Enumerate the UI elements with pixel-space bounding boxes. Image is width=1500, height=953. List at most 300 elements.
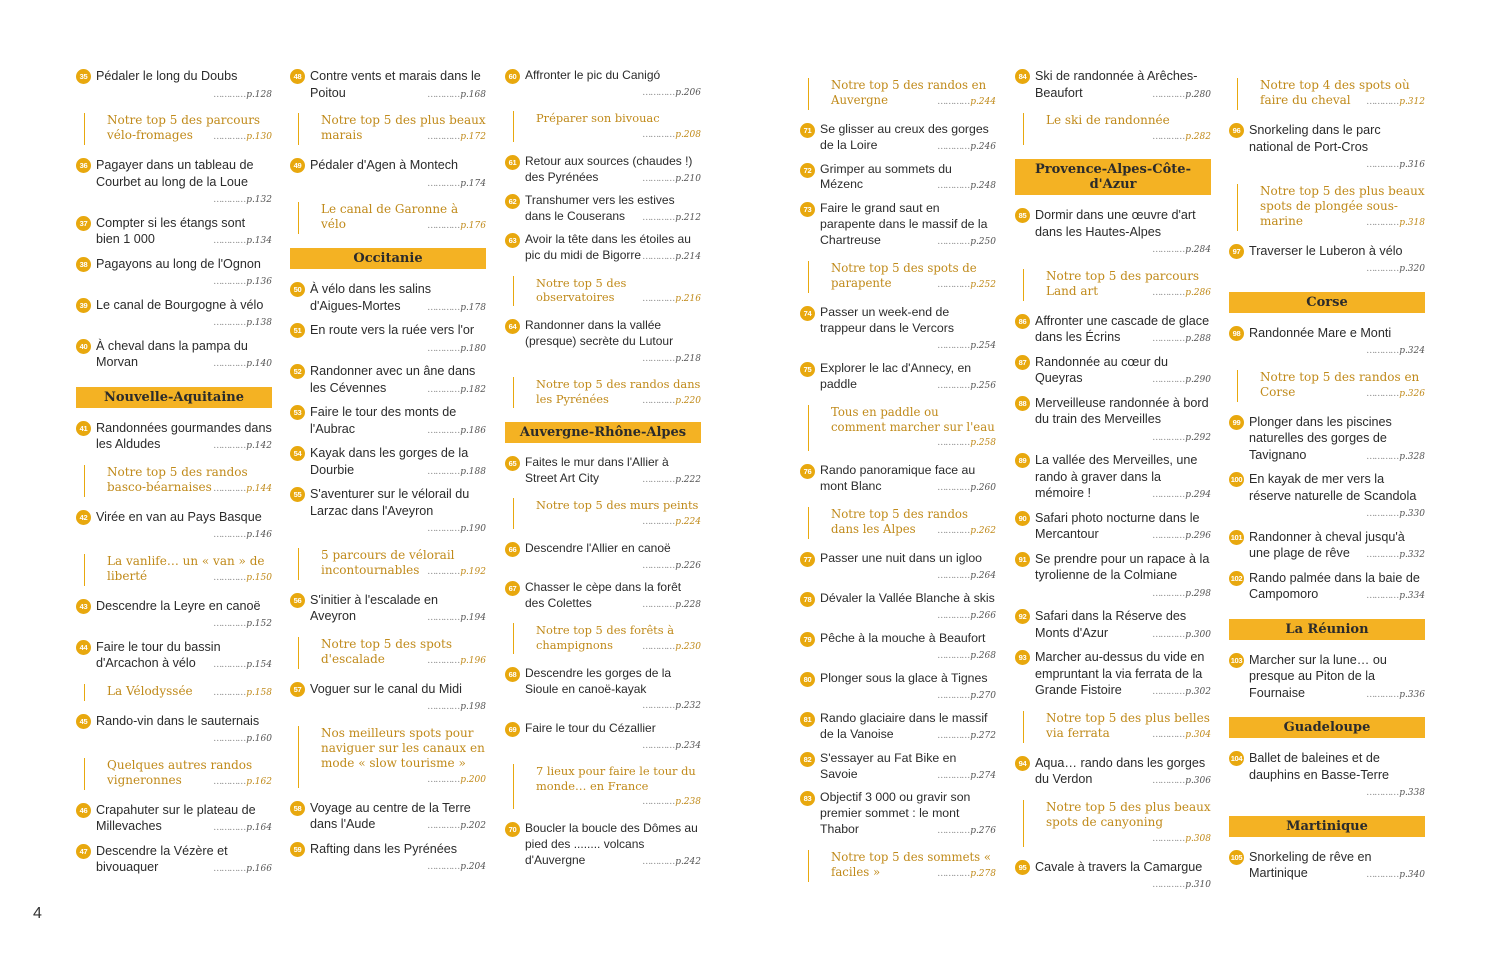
toc-entry[interactable]	[1015, 510, 1211, 545]
feature-entry[interactable]	[84, 113, 272, 145]
page-ref: ………… p.202	[427, 818, 486, 835]
entry-title: Merveilleuse randonnée à bord du train des Merveilles	[1035, 395, 1209, 426]
toc-entry[interactable]	[505, 580, 701, 613]
entry-title: S'aventurer sur le vélorail du Larzac dans l'Aveyron	[310, 487, 470, 518]
entry-number-badge: 88	[1015, 396, 1030, 411]
entry-number-badge: 73	[800, 202, 815, 217]
page-ref: ………… p.312	[1366, 95, 1425, 110]
toc-entry[interactable]	[76, 297, 272, 332]
feature-entry[interactable]	[513, 276, 701, 307]
feature-entry[interactable]	[513, 498, 701, 529]
entry-number-badge: 44	[76, 640, 91, 655]
feature-entry[interactable]	[298, 548, 486, 580]
page-number: 4	[33, 905, 42, 922]
page-ref: ………… p.290	[1152, 372, 1211, 389]
entry-number-badge: 102	[1229, 571, 1244, 586]
page-ref: ………… p.130	[213, 130, 272, 145]
page-ref: ………… p.180	[427, 341, 486, 358]
toc-entry[interactable]	[800, 631, 996, 665]
feature-entry[interactable]	[84, 684, 272, 701]
entry-title: Cavale à travers la Camargue	[1035, 859, 1203, 874]
entry-title: Passer un week-end de trappeur dans le Vercors	[820, 304, 954, 335]
toc-entry[interactable]	[76, 256, 272, 291]
entry-title: Aqua… rando dans les gorges du Verdon	[1035, 755, 1206, 786]
page-ref: ………… p.140	[213, 356, 272, 373]
toc-entry[interactable]	[800, 751, 996, 785]
page-ref: ………… p.188	[427, 464, 486, 481]
page-ref: ………… p.264	[937, 569, 996, 585]
page-ref: ………… p.162	[213, 775, 272, 790]
page-ref: ………… p.262	[937, 524, 996, 539]
entry-number-badge: 62	[505, 194, 520, 209]
entry-title: S'essayer au Fat Bike en Savoie	[820, 750, 957, 781]
toc-entry[interactable]	[505, 318, 701, 367]
entry-number-badge: 58	[290, 801, 305, 816]
feature-title: Quelques autres randos vigneronnes	[107, 757, 253, 787]
feature-entry[interactable]	[1237, 78, 1425, 110]
entry-number-badge: 96	[1229, 123, 1244, 138]
feature-entry[interactable]	[808, 850, 996, 882]
page-ref: ………… p.172	[427, 130, 486, 145]
toc-entry[interactable]	[76, 157, 272, 209]
toc-entry[interactable]	[800, 711, 996, 745]
toc-column-4	[800, 68, 996, 894]
page-ref: ………… p.238	[642, 795, 701, 809]
entry-number-badge: 78	[800, 592, 815, 607]
toc-entry[interactable]	[1229, 529, 1425, 564]
feature-entry[interactable]	[1023, 800, 1211, 847]
page-ref: ………… p.194	[427, 610, 486, 627]
toc-entry[interactable]	[800, 122, 996, 156]
entry-number-badge: 72	[800, 163, 815, 178]
toc-entry[interactable]	[505, 193, 701, 226]
page-ref: ………… p.234	[642, 739, 701, 755]
toc-entry[interactable]	[1015, 354, 1211, 389]
entry-title: Descendre les gorges de la Sioule en canoë-kayak	[525, 666, 672, 696]
feature-title: Le canal de Garonne à vélo	[321, 202, 459, 231]
page-ref: ………… p.330	[1366, 506, 1425, 523]
feature-entry[interactable]	[84, 758, 272, 790]
toc-entry[interactable]	[800, 671, 996, 705]
toc-entry[interactable]	[76, 598, 272, 633]
toc-entry[interactable]	[76, 802, 272, 837]
page-ref: ………… p.286	[1152, 286, 1211, 301]
toc-entry[interactable]	[1015, 649, 1211, 701]
page-ref: ………… p.226	[642, 559, 701, 575]
feature-title: Notre top 5 des plus beaux spots de canyoning	[1046, 799, 1211, 829]
entry-number-badge: 104	[1229, 751, 1244, 766]
entry-title: À cheval dans la pampa du Morvan	[96, 338, 248, 369]
entry-number-badge: 79	[800, 632, 815, 647]
toc-entry[interactable]	[290, 404, 486, 439]
feature-entry[interactable]	[808, 405, 996, 451]
page-ref: ………… p.326	[1366, 387, 1425, 402]
toc-entry[interactable]	[1015, 68, 1211, 103]
entry-title: Se prendre pour un rapace à la tyrolienne de la Colmiane	[1035, 551, 1210, 582]
toc-entry[interactable]	[1015, 755, 1211, 790]
entry-title: En kayak de mer vers la réserve naturelle de Scandola	[1249, 472, 1417, 503]
entry-number-badge: 38	[76, 257, 91, 272]
entry-title: Kayak dans les gorges de la Dourbie	[310, 446, 469, 477]
feature-title: Notre top 5 des observatoires	[536, 275, 627, 304]
page-ref: ………… p.324	[1366, 343, 1425, 360]
feature-title: 7 lieux pour faire le tour du monde… en France	[536, 764, 696, 793]
entry-number-badge: 54	[290, 446, 305, 461]
feature-entry[interactable]	[1237, 370, 1425, 402]
feature-entry[interactable]	[298, 726, 486, 788]
page-ref: ………… p.340	[1366, 867, 1425, 884]
toc-entry[interactable]	[800, 201, 996, 251]
toc-column-1	[76, 68, 272, 884]
entry-number-badge: 105	[1229, 850, 1244, 865]
page-ref: ………… p.292	[1152, 430, 1211, 447]
feature-entry[interactable]	[513, 111, 701, 142]
page-ref: ………… p.320	[1366, 261, 1425, 278]
page-ref: ………… p.308	[1152, 832, 1211, 847]
entry-number-badge: 99	[1229, 415, 1244, 430]
toc-entry[interactable]	[505, 666, 701, 715]
toc-entry[interactable]	[76, 68, 272, 103]
feature-entry[interactable]	[298, 637, 486, 669]
page-ref: ………… p.222	[642, 473, 701, 489]
page-ref: ………… p.306	[1152, 773, 1211, 790]
toc-entry[interactable]	[1015, 395, 1211, 447]
page-ref: ………… p.282	[1152, 130, 1211, 145]
entry-title: Pêche à la mouche à Beaufort	[820, 630, 986, 645]
toc-entry[interactable]	[76, 639, 272, 674]
feature-title: Notre top 5 des randos dans les Pyrénées	[536, 377, 701, 406]
feature-entry[interactable]	[1023, 269, 1211, 301]
page-ref: ………… p.214	[642, 250, 701, 266]
entry-number-badge: 40	[76, 339, 91, 354]
toc-entry[interactable]	[800, 162, 996, 196]
entry-number-badge: 84	[1015, 69, 1030, 84]
page-ref: ………… p.336	[1366, 687, 1425, 704]
feature-title: Notre top 5 des plus belles via ferrata	[1046, 710, 1210, 740]
toc-entry[interactable]	[76, 843, 272, 878]
page-ref: ………… p.134	[213, 233, 272, 250]
entry-title: Pagayer dans un tableau de Courbet au long de la Loue	[96, 158, 254, 189]
page-ref: ………… p.268	[937, 649, 996, 665]
entry-title: La vallée des Merveilles, une rando à graver dans la mémoire !	[1035, 453, 1198, 500]
entry-title: Snorkeling dans le parc national de Port-Cros	[1249, 123, 1381, 154]
region-heading: Provence-Alpes-Côte-d'Azur	[1015, 159, 1211, 195]
toc-entry[interactable]	[290, 486, 486, 538]
entry-title: Rando panoramique face au mont Blanc	[820, 463, 976, 494]
page-ref: ………… p.210	[642, 172, 701, 188]
entry-number-badge: 63	[505, 233, 520, 248]
feature-entry[interactable]	[298, 113, 486, 145]
entry-title: Virée en van au Pays Basque	[96, 509, 262, 524]
feature-title: Notre top 5 des spots d'escalade	[321, 636, 452, 666]
page-ref: ………… p.252	[937, 278, 996, 293]
feature-title: Tous en paddle ou comment marcher sur l'eau	[831, 404, 995, 434]
toc-entry[interactable]	[290, 592, 486, 627]
toc-entry[interactable]	[1229, 243, 1425, 278]
entry-title: Plonger dans les piscines naturelles des gorges de Tavignano	[1249, 414, 1392, 462]
toc-entry[interactable]	[800, 463, 996, 497]
entry-number-badge: 36	[76, 158, 91, 173]
feature-entry[interactable]	[808, 261, 996, 293]
feature-title: Notre top 5 des plus beaux marais	[321, 113, 486, 142]
entry-number-badge: 56	[290, 593, 305, 608]
page-ref: ………… p.216	[642, 292, 701, 306]
feature-entry[interactable]	[298, 202, 486, 234]
region-heading: Martinique	[1229, 816, 1425, 837]
page-ref: ………… p.154	[213, 657, 272, 674]
page-ref: ………… p.186	[427, 423, 486, 440]
toc-entry[interactable]	[800, 361, 996, 395]
entry-title: Randonner avec un âne dans les Cévennes	[310, 364, 476, 395]
toc-entry[interactable]	[1229, 849, 1425, 884]
page-ref: ………… p.228	[642, 598, 701, 614]
entry-title: Pagayons au long de l'Ognon	[96, 256, 261, 271]
region-heading: Auvergne-Rhône-Alpes	[505, 422, 701, 443]
toc-entry[interactable]	[1229, 471, 1425, 523]
toc-entry[interactable]	[76, 713, 272, 748]
entry-title: Faire le grand saut en parapente dans le massif de la Chartreuse	[820, 201, 988, 248]
entry-title: Randonner dans la vallée (presque) secrète du Lutour	[525, 318, 674, 348]
entry-title: Voguer sur le canal du Midi	[310, 681, 462, 696]
feature-title: Notre top 5 des forêts à champignons	[536, 623, 675, 652]
page-ref: ………… p.204	[427, 859, 486, 876]
page-ref: ………… p.318	[1366, 216, 1425, 231]
toc-entry[interactable]	[505, 721, 701, 754]
toc-entry[interactable]	[290, 445, 486, 480]
toc-entry[interactable]	[1229, 325, 1425, 360]
feature-title: Notre top 5 des spots de parapente	[831, 261, 977, 291]
page-ref: ………… p.250	[937, 235, 996, 251]
entry-number-badge: 46	[76, 803, 91, 818]
toc-entry[interactable]	[505, 821, 701, 870]
toc-entry[interactable]	[800, 551, 996, 585]
entry-title: Descendre la Leyre en canoë	[96, 598, 261, 613]
region-heading: Occitanie	[290, 248, 486, 269]
toc-entry[interactable]	[1229, 750, 1425, 802]
feature-title: Nos meilleurs spots pour naviguer sur les canaux en mode « slow tourisme »	[321, 725, 485, 770]
page-ref: ………… p.150	[213, 571, 272, 586]
entry-title: Crapahuter sur le plateau de Millevaches	[96, 802, 256, 833]
page-ref: ………… p.334	[1366, 588, 1425, 605]
entry-title: Transhumer vers les estives dans le Couserans	[525, 193, 675, 223]
entry-number-badge: 65	[505, 456, 520, 471]
page-ref: ………… p.284	[1152, 242, 1211, 259]
feature-entry[interactable]	[1237, 184, 1425, 231]
entry-number-badge: 70	[505, 822, 520, 837]
feature-title: Notre top 5 des parcours vélo-fromages	[107, 113, 261, 142]
page-ref: ………… p.218	[642, 352, 701, 368]
entry-title: Pédaler d'Agen à Montech	[310, 158, 459, 172]
toc-entry[interactable]	[1015, 608, 1211, 643]
page-ref: ………… p.224	[642, 515, 701, 529]
toc-entry[interactable]	[76, 338, 272, 373]
entry-number-badge: 94	[1015, 756, 1030, 771]
entry-title: Faire le tour des monts de l'Aubrac	[310, 405, 457, 436]
page-ref: ………… p.152	[213, 616, 272, 633]
page-ref: ………… p.274	[937, 769, 996, 785]
feature-entry[interactable]	[84, 465, 272, 497]
toc-entry[interactable]	[1015, 313, 1211, 348]
page-ref: ………… p.192	[427, 565, 486, 580]
entry-title: Randonnées gourmandes dans les Aldudes	[96, 420, 272, 451]
toc-entry[interactable]	[505, 68, 701, 101]
page-ref: ………… p.260	[937, 481, 996, 497]
entry-number-badge: 66	[505, 542, 520, 557]
feature-entry[interactable]	[808, 78, 996, 110]
toc-entry[interactable]	[800, 591, 996, 625]
toc-entry[interactable]	[290, 68, 486, 103]
page-ref: ………… p.164	[213, 820, 272, 837]
toc-entry[interactable]	[505, 154, 701, 187]
page-ref: ………… p.278	[937, 867, 996, 882]
toc-entry[interactable]	[290, 800, 486, 835]
entry-title: Le canal de Bourgogne à vélo	[96, 297, 264, 312]
page-ref: ………… p.302	[1152, 684, 1211, 701]
toc-entry[interactable]	[290, 841, 486, 876]
entry-title: Marcher au-dessus du vide en empruntant la via ferrata de la Grande Fistoire	[1035, 650, 1205, 697]
entry-number-badge: 86	[1015, 314, 1030, 329]
entry-number-badge: 57	[290, 682, 305, 697]
toc-entry[interactable]	[1229, 570, 1425, 605]
entry-title: Dévaler la Vallée Blanche à skis	[820, 590, 995, 605]
entry-number-badge: 101	[1229, 530, 1244, 545]
feature-entry[interactable]	[808, 507, 996, 539]
entry-title: Explorer le lac d'Annecy, en paddle	[820, 360, 972, 391]
toc-column-5	[1015, 68, 1211, 900]
entry-title: Safari dans la Réserve des Monts d'Azur	[1035, 609, 1187, 640]
toc-column-6	[1229, 68, 1425, 890]
entry-title: Objectif 3 000 ou gravir son premier sommet : le mont Thabor	[820, 790, 971, 837]
entry-title: Contre vents et marais dans le Poitou	[310, 69, 481, 100]
page-ref: ………… p.300	[1152, 627, 1211, 644]
entry-title: En route vers la ruée vers l'or	[310, 323, 475, 337]
entry-number-badge: 71	[800, 123, 815, 138]
toc-entry[interactable]	[505, 541, 701, 574]
toc-entry[interactable]	[1229, 652, 1425, 704]
page-ref: ………… p.144	[213, 482, 272, 497]
entry-title: Pédaler le long du Doubs	[96, 69, 238, 83]
entry-number-badge: 47	[76, 844, 91, 859]
entry-title: Descendre l'Allier en canoë	[525, 540, 671, 555]
toc-entry[interactable]	[290, 157, 486, 192]
page-ref: ………… p.190	[427, 521, 486, 538]
toc-entry[interactable]	[1015, 452, 1211, 504]
page-ref: ………… p.230	[642, 640, 701, 654]
entry-number-badge: 42	[76, 510, 91, 525]
entry-title: Boucler la boucle des Dômes au pied des ........ volcans d'Auvergne	[525, 821, 698, 867]
entry-number-badge: 52	[290, 364, 305, 379]
toc-entry[interactable]	[76, 215, 272, 250]
toc-entry[interactable]	[505, 455, 701, 488]
toc-entry[interactable]	[290, 681, 486, 716]
entry-number-badge: 95	[1015, 860, 1030, 875]
entry-title: Chasser le cèpe dans la forêt des Colettes	[525, 580, 682, 610]
entry-title: Passer une nuit dans un igloo	[820, 550, 983, 565]
toc-entry[interactable]	[800, 305, 996, 355]
feature-entry[interactable]	[513, 623, 701, 654]
page-ref: ………… p.146	[213, 527, 272, 544]
entry-number-badge: 48	[290, 69, 305, 84]
page-ref: ………… p.178	[427, 300, 486, 317]
toc-entry[interactable]	[76, 509, 272, 544]
page-ref: ………… p.242	[642, 855, 701, 871]
page-ref: ………… p.158	[213, 686, 272, 701]
toc-entry[interactable]	[290, 322, 486, 357]
page-ref: ………… p.160	[213, 731, 272, 748]
region-heading: Guadeloupe	[1229, 717, 1425, 738]
feature-entry[interactable]	[84, 554, 272, 586]
entry-number-badge: 93	[1015, 650, 1030, 665]
page-ref: ………… p.212	[642, 211, 701, 227]
entry-number-badge: 76	[800, 464, 815, 479]
page-ref: ………… p.132	[213, 192, 272, 209]
entry-title: Rafting dans les Pyrénées	[310, 841, 458, 856]
entry-title: Rando palmée dans la baie de Campomoro	[1249, 570, 1420, 601]
entry-title: Ski de randonnée à Arêches-Beaufort	[1035, 69, 1198, 100]
entry-number-badge: 37	[76, 216, 91, 231]
toc-entry[interactable]	[290, 281, 486, 316]
entry-number-badge: 69	[505, 722, 520, 737]
page-ref: ………… p.280	[1152, 87, 1211, 104]
entry-number-badge: 85	[1015, 208, 1030, 223]
page-ref: ………… p.198	[427, 699, 486, 716]
page-ref: ………… p.182	[427, 382, 486, 399]
page-ref: ………… p.220	[642, 394, 701, 408]
toc-entry[interactable]	[1015, 551, 1211, 603]
toc-entry[interactable]	[1015, 207, 1211, 259]
toc-column-2	[290, 68, 486, 882]
page-ref: ………… p.166	[213, 861, 272, 878]
entry-number-badge: 68	[505, 667, 520, 682]
page-ref: ………… p.246	[937, 140, 996, 156]
toc-entry[interactable]	[505, 232, 701, 265]
toc-entry[interactable]	[290, 363, 486, 398]
toc-entry[interactable]	[1015, 859, 1211, 894]
page-ref: ………… p.338	[1366, 785, 1425, 802]
entry-number-badge: 92	[1015, 609, 1030, 624]
feature-title: Préparer son bivouac	[536, 111, 660, 126]
toc-entry[interactable]	[1229, 414, 1425, 466]
entry-number-badge: 97	[1229, 244, 1244, 259]
entry-number-badge: 45	[76, 714, 91, 729]
page-ref: ………… p.270	[937, 689, 996, 705]
toc-entry[interactable]	[800, 790, 996, 840]
toc-entry[interactable]	[76, 420, 272, 455]
feature-entry[interactable]	[1023, 711, 1211, 743]
entry-title: Randonnée au cœur du Queyras	[1035, 354, 1169, 385]
page-ref: ………… p.244	[937, 95, 996, 110]
entry-title: Descendre la Vézère et bivouaquer	[96, 843, 228, 874]
feature-entry[interactable]	[1023, 113, 1211, 145]
entry-title: Faites le mur dans l'Allier à Street Art City	[525, 454, 669, 485]
feature-entry[interactable]	[513, 764, 701, 809]
feature-entry[interactable]	[513, 377, 701, 408]
entry-number-badge: 87	[1015, 355, 1030, 370]
page-ref: ………… p.328	[1366, 449, 1425, 466]
toc-entry[interactable]	[1229, 122, 1425, 174]
page-ref: ………… p.276	[937, 824, 996, 840]
page-ref: ………… p.138	[213, 315, 272, 332]
feature-title: Notre top 5 des randos dans les Alpes	[831, 507, 968, 536]
entry-number-badge: 91	[1015, 552, 1030, 567]
entry-title: Snorkeling de rêve en Martinique	[1249, 849, 1372, 880]
entry-title: Randonner à cheval jusqu'à une plage de rêve	[1249, 529, 1405, 560]
entry-title: Affronter le pic du Canigó	[525, 68, 661, 82]
entry-number-badge: 81	[800, 712, 815, 727]
entry-number-badge: 100	[1229, 472, 1244, 487]
entry-number-badge: 59	[290, 842, 305, 857]
page-ref: ………… p.168	[427, 87, 486, 104]
